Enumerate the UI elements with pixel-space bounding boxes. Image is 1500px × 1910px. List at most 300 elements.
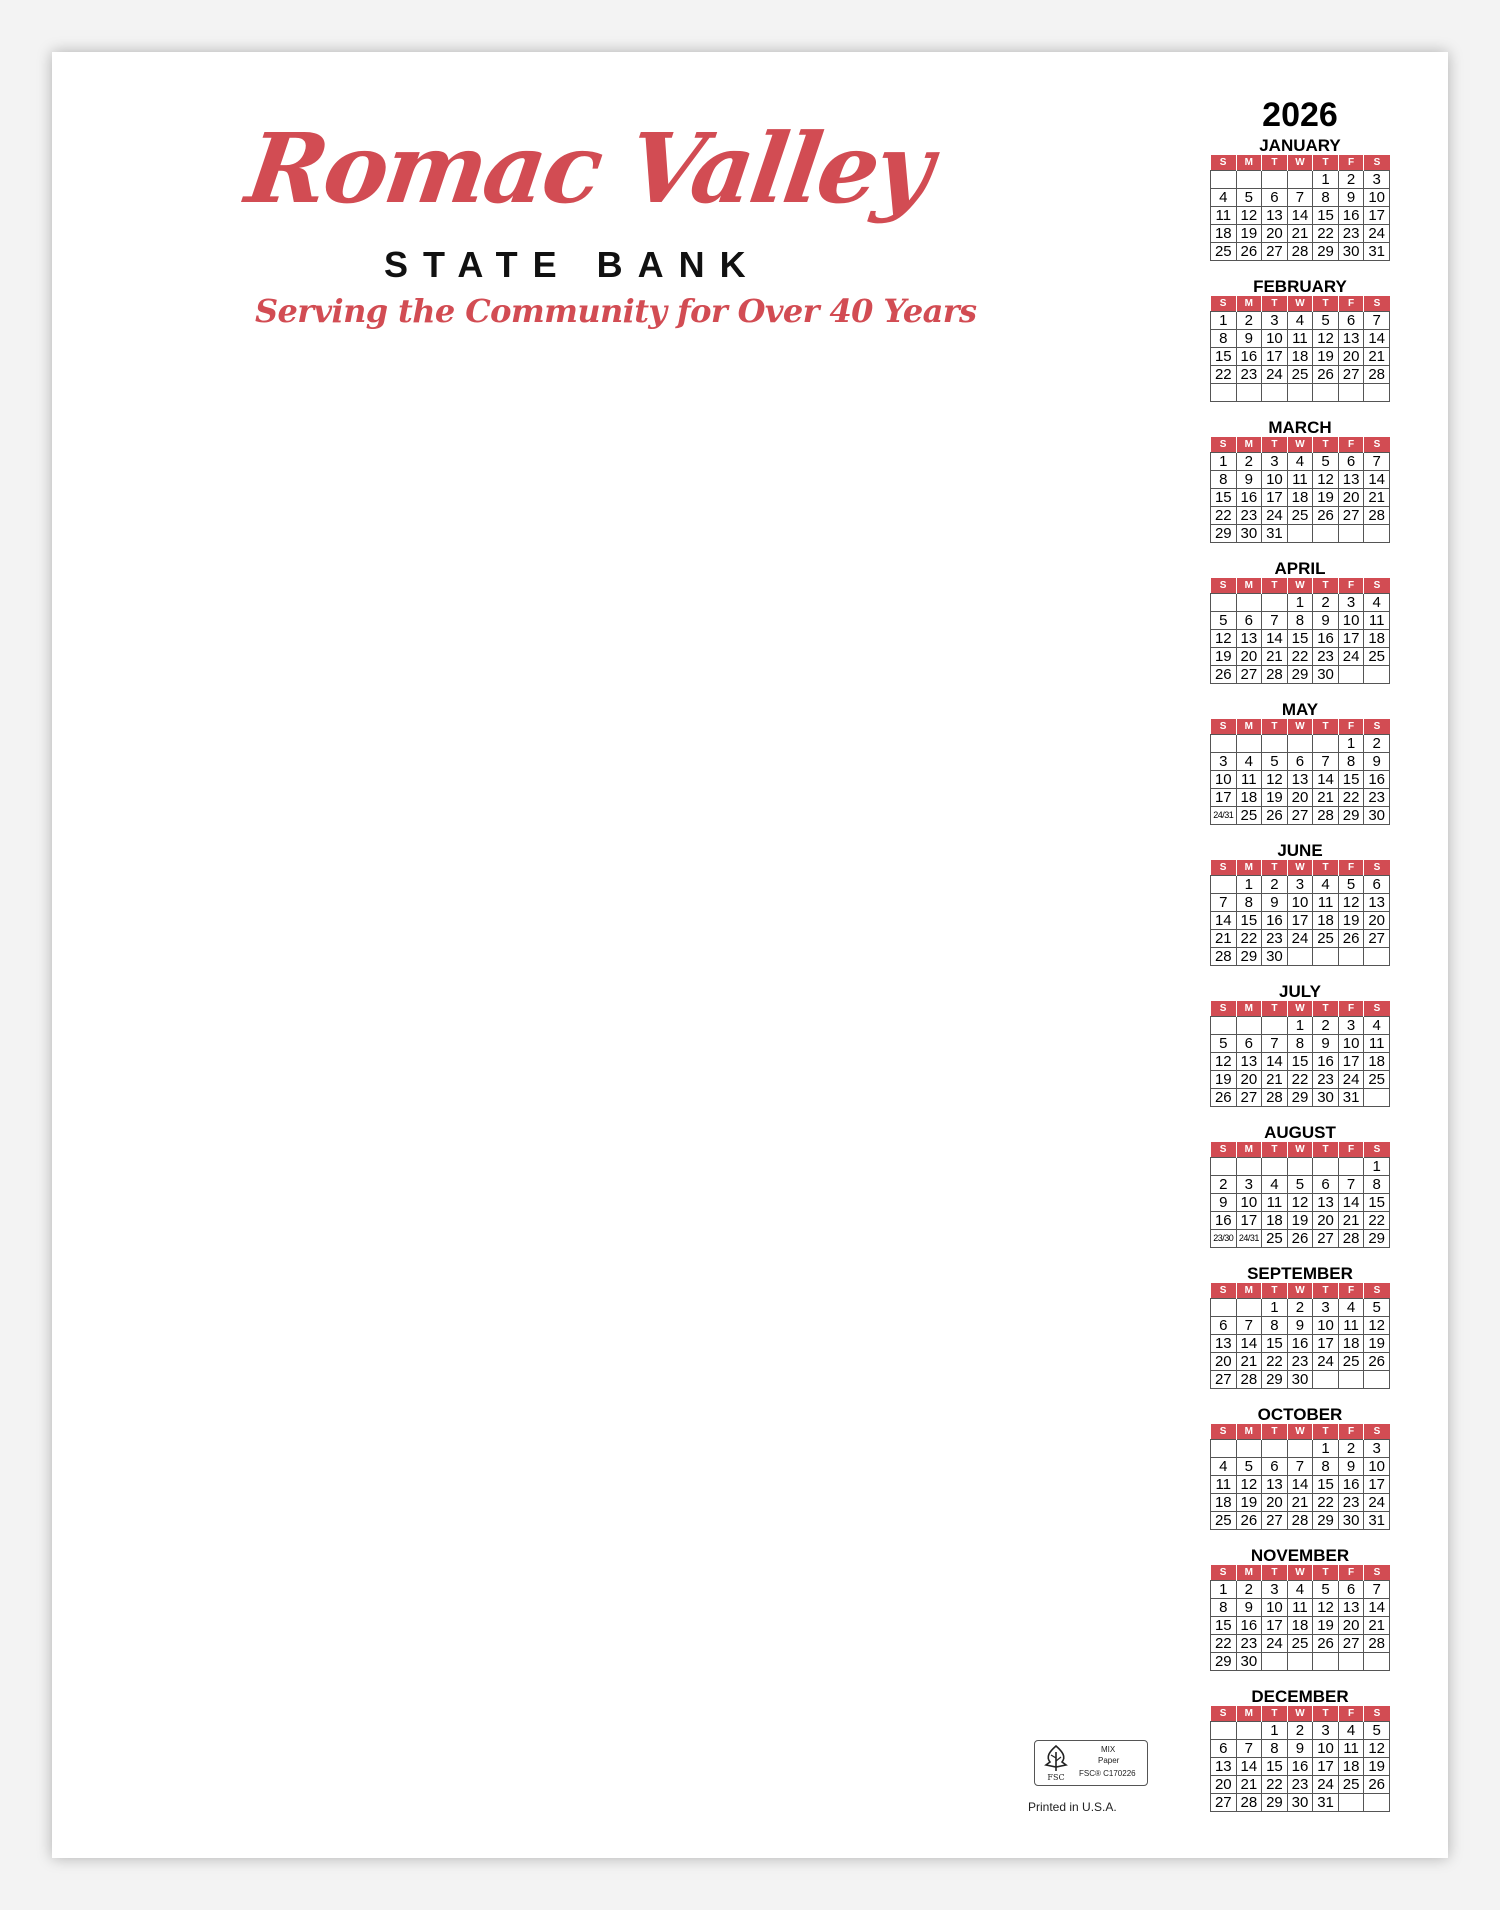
day-cell: 1 — [1262, 1722, 1288, 1740]
day-cell: 16 — [1236, 489, 1262, 507]
weekday-header: S — [1211, 1565, 1237, 1581]
day-cell — [1364, 1089, 1390, 1107]
day-cell: 5 — [1313, 453, 1339, 471]
month-name: APRIL — [1274, 559, 1326, 578]
day-cell: 16 — [1313, 630, 1339, 648]
month-grid — [1210, 1424, 1390, 1530]
day-cell: 16 — [1287, 1758, 1313, 1776]
weekday-header: T — [1313, 1565, 1339, 1581]
printed-in-usa: Printed in U.S.A. — [1028, 1800, 1117, 1814]
day-cell: 26 — [1313, 366, 1339, 384]
day-cell: 23 — [1338, 1494, 1364, 1512]
day-cell: 12 — [1364, 1317, 1390, 1335]
day-cell: 17 — [1364, 1476, 1390, 1494]
weekday-header: S — [1364, 296, 1390, 312]
day-cell: 19 — [1262, 789, 1288, 807]
calendar-sheet — [52, 52, 1448, 1858]
month-name: MAY — [1281, 700, 1319, 719]
day-cell — [1211, 1017, 1237, 1035]
day-cell: 17 — [1338, 1053, 1364, 1071]
week-row — [1211, 1230, 1390, 1248]
week-row — [1211, 930, 1390, 948]
weekday-header: W — [1287, 860, 1313, 876]
day-cell: 24 — [1262, 366, 1288, 384]
day-cell: 24 — [1364, 225, 1390, 243]
weekday-header: T — [1313, 1001, 1339, 1017]
day-cell: 25 — [1262, 1230, 1288, 1248]
day-cell: 7 — [1262, 1035, 1288, 1053]
weekday-header: S — [1364, 1565, 1390, 1581]
day-cell: 26 — [1364, 1776, 1390, 1794]
day-cell: 3 — [1211, 753, 1237, 771]
day-cell: 19 — [1211, 648, 1237, 666]
week-row — [1211, 894, 1390, 912]
weekday-header-row — [1211, 860, 1390, 876]
week-row — [1211, 948, 1390, 966]
day-cell: 7 — [1364, 453, 1390, 471]
day-cell: 3 — [1313, 1722, 1339, 1740]
day-cell: 23 — [1236, 366, 1262, 384]
day-cell: 2 — [1338, 171, 1364, 189]
day-cell: 8 — [1211, 1599, 1237, 1617]
day-cell: 12 — [1211, 1053, 1237, 1071]
day-cell: 23 — [1313, 648, 1339, 666]
month-january — [1210, 137, 1390, 261]
week-row — [1211, 171, 1390, 189]
week-row — [1211, 1476, 1390, 1494]
day-cell: 20 — [1313, 1212, 1339, 1230]
week-row — [1211, 1317, 1390, 1335]
weekday-header: M — [1236, 1142, 1262, 1158]
day-cell: 25 — [1364, 648, 1390, 666]
day-cell: 31 — [1313, 1794, 1339, 1812]
week-row — [1211, 612, 1390, 630]
day-cell: 6 — [1338, 1581, 1364, 1599]
day-cell: 12 — [1262, 771, 1288, 789]
day-cell: 25 — [1211, 243, 1237, 261]
month-grid — [1210, 578, 1390, 684]
day-cell: 7 — [1262, 612, 1288, 630]
day-cell: 22 — [1287, 1071, 1313, 1089]
day-cell: 18 — [1287, 1617, 1313, 1635]
week-row — [1211, 525, 1390, 543]
day-cell: 11 — [1313, 894, 1339, 912]
day-cell: 13 — [1236, 630, 1262, 648]
day-cell: 28 — [1364, 1635, 1390, 1653]
day-cell: 26 — [1211, 1089, 1237, 1107]
day-cell: 24 — [1262, 1635, 1288, 1653]
day-cell: 26 — [1236, 243, 1262, 261]
weekday-header: F — [1338, 1001, 1364, 1017]
day-cell: 10 — [1364, 1458, 1390, 1476]
day-cell: 27 — [1236, 666, 1262, 684]
week-row — [1211, 1053, 1390, 1071]
day-cell: 10 — [1211, 771, 1237, 789]
day-cell: 15 — [1262, 1335, 1288, 1353]
day-cell: 24 — [1313, 1776, 1339, 1794]
week-row — [1211, 807, 1390, 825]
day-cell: 11 — [1262, 1194, 1288, 1212]
day-cell: 30 — [1338, 1512, 1364, 1530]
day-cell: 12 — [1236, 207, 1262, 225]
week-row — [1211, 384, 1390, 402]
day-cell: 11 — [1364, 612, 1390, 630]
day-cell: 3 — [1262, 1581, 1288, 1599]
day-cell: 27 — [1211, 1371, 1237, 1389]
bank-tagline: Serving the Community for Over 40 Years — [255, 292, 977, 330]
day-cell — [1364, 948, 1390, 966]
month-grid — [1210, 1706, 1390, 1812]
weekday-header: T — [1313, 437, 1339, 453]
day-cell: 21 — [1262, 648, 1288, 666]
month-october — [1210, 1406, 1390, 1530]
day-cell — [1313, 735, 1339, 753]
weekday-header: T — [1313, 719, 1339, 735]
day-cell: 23 — [1262, 930, 1288, 948]
week-row — [1211, 876, 1390, 894]
day-cell: 28 — [1211, 948, 1237, 966]
day-cell: 4 — [1287, 1581, 1313, 1599]
day-cell: 16 — [1236, 348, 1262, 366]
day-cell: 3 — [1338, 1017, 1364, 1035]
day-cell: 8 — [1287, 612, 1313, 630]
day-cell: 3 — [1287, 876, 1313, 894]
fsc-tree-icon — [1041, 1744, 1071, 1782]
week-row — [1211, 735, 1390, 753]
weekday-header: S — [1211, 1424, 1237, 1440]
day-cell: 9 — [1313, 612, 1339, 630]
day-cell: 15 — [1236, 912, 1262, 930]
day-cell: 25 — [1236, 807, 1262, 825]
day-cell — [1287, 948, 1313, 966]
day-cell: 4 — [1338, 1722, 1364, 1740]
day-cell: 8 — [1236, 894, 1262, 912]
day-cell: 14 — [1364, 1599, 1390, 1617]
day-cell: 24 — [1287, 930, 1313, 948]
day-cell: 28 — [1313, 807, 1339, 825]
day-cell: 8 — [1262, 1740, 1288, 1758]
day-cell: 31 — [1338, 1089, 1364, 1107]
day-cell: 15 — [1262, 1758, 1288, 1776]
month-grid — [1210, 1001, 1390, 1107]
day-cell — [1211, 735, 1237, 753]
day-cell: 22 — [1262, 1776, 1288, 1794]
day-cell: 5 — [1313, 312, 1339, 330]
day-cell: 6 — [1211, 1317, 1237, 1335]
weekday-header: T — [1262, 1001, 1288, 1017]
weekday-header: M — [1236, 1001, 1262, 1017]
day-cell: 3 — [1313, 1299, 1339, 1317]
day-cell: 28 — [1364, 366, 1390, 384]
day-cell — [1236, 1722, 1262, 1740]
weekday-header-row — [1211, 1283, 1390, 1299]
day-cell: 27 — [1262, 243, 1288, 261]
day-cell: 9 — [1236, 330, 1262, 348]
day-cell — [1211, 1158, 1237, 1176]
week-row — [1211, 1599, 1390, 1617]
day-cell: 9 — [1287, 1317, 1313, 1335]
weekday-header: T — [1313, 296, 1339, 312]
week-row — [1211, 1194, 1390, 1212]
day-cell: 17 — [1313, 1335, 1339, 1353]
day-cell: 13 — [1211, 1335, 1237, 1353]
weekday-header-row — [1211, 1001, 1390, 1017]
day-cell: 7 — [1287, 1458, 1313, 1476]
day-cell — [1211, 171, 1237, 189]
day-cell: 23 — [1287, 1353, 1313, 1371]
month-name: JULY — [1279, 982, 1321, 1001]
bank-logo-script: Romac Valley — [240, 112, 938, 225]
weekday-header: M — [1236, 1706, 1262, 1722]
day-cell: 7 — [1364, 312, 1390, 330]
week-row — [1211, 366, 1390, 384]
day-cell: 18 — [1211, 225, 1237, 243]
weekday-header: M — [1236, 155, 1262, 171]
week-row — [1211, 1017, 1390, 1035]
day-cell: 3 — [1338, 594, 1364, 612]
weekday-header: T — [1313, 860, 1339, 876]
weekday-header: S — [1211, 860, 1237, 876]
day-cell: 11 — [1338, 1740, 1364, 1758]
day-cell: 7 — [1287, 189, 1313, 207]
month-december — [1210, 1688, 1390, 1812]
weekday-header: F — [1338, 860, 1364, 876]
day-cell: 29 — [1211, 1653, 1237, 1671]
day-cell: 22 — [1211, 366, 1237, 384]
day-cell: 23 — [1364, 789, 1390, 807]
day-cell — [1364, 384, 1390, 402]
day-cell: 17 — [1262, 348, 1288, 366]
day-cell — [1338, 948, 1364, 966]
day-cell: 2 — [1211, 1176, 1237, 1194]
day-cell — [1262, 384, 1288, 402]
month-june — [1210, 842, 1390, 966]
day-cell: 27 — [1364, 930, 1390, 948]
day-cell: 22 — [1313, 1494, 1339, 1512]
day-cell: 8 — [1262, 1317, 1288, 1335]
day-cell: 19 — [1338, 912, 1364, 930]
day-cell: 16 — [1236, 1617, 1262, 1635]
day-cell — [1313, 1653, 1339, 1671]
day-cell: 12 — [1338, 894, 1364, 912]
day-cell: 18 — [1338, 1758, 1364, 1776]
week-row — [1211, 1512, 1390, 1530]
weekday-header: F — [1338, 1565, 1364, 1581]
day-cell — [1236, 735, 1262, 753]
day-cell: 19 — [1236, 1494, 1262, 1512]
weekday-header-row — [1211, 1142, 1390, 1158]
day-cell: 14 — [1313, 771, 1339, 789]
day-cell: 19 — [1313, 348, 1339, 366]
fsc-certification-badge — [1034, 1740, 1148, 1786]
day-cell: 23 — [1287, 1776, 1313, 1794]
month-grid — [1210, 1565, 1390, 1671]
weekday-header: T — [1262, 1706, 1288, 1722]
day-cell: 16 — [1262, 912, 1288, 930]
day-cell: 15 — [1364, 1194, 1390, 1212]
weekday-header: F — [1338, 1283, 1364, 1299]
weekday-header: W — [1287, 1565, 1313, 1581]
day-cell: 28 — [1262, 1089, 1288, 1107]
day-cell: 15 — [1211, 348, 1237, 366]
day-cell: 27 — [1313, 1230, 1339, 1248]
day-cell: 18 — [1262, 1212, 1288, 1230]
day-cell: 15 — [1211, 489, 1237, 507]
day-cell: 28 — [1364, 507, 1390, 525]
day-cell: 1 — [1313, 1440, 1339, 1458]
week-row — [1211, 507, 1390, 525]
day-cell: 6 — [1236, 612, 1262, 630]
day-cell: 27 — [1338, 507, 1364, 525]
day-cell: 18 — [1338, 1335, 1364, 1353]
month-grid — [1210, 860, 1390, 966]
day-cell: 25 — [1287, 1635, 1313, 1653]
day-cell — [1338, 384, 1364, 402]
weekday-header-row — [1211, 1424, 1390, 1440]
weekday-header: M — [1236, 296, 1262, 312]
day-cell: 7 — [1338, 1176, 1364, 1194]
week-row — [1211, 648, 1390, 666]
week-row — [1211, 1353, 1390, 1371]
day-cell — [1262, 1158, 1288, 1176]
weekday-header: W — [1287, 719, 1313, 735]
day-cell: 24/31 — [1211, 807, 1237, 825]
day-cell: 19 — [1313, 489, 1339, 507]
day-cell: 10 — [1364, 189, 1390, 207]
day-cell: 13 — [1287, 771, 1313, 789]
day-cell — [1338, 1371, 1364, 1389]
day-cell: 16 — [1338, 207, 1364, 225]
day-cell: 26 — [1236, 1512, 1262, 1530]
week-row — [1211, 1758, 1390, 1776]
day-cell: 11 — [1287, 1599, 1313, 1617]
day-cell: 26 — [1262, 807, 1288, 825]
day-cell — [1262, 1653, 1288, 1671]
day-cell: 9 — [1236, 1599, 1262, 1617]
month-name: DECEMBER — [1251, 1687, 1349, 1706]
month-february — [1210, 278, 1390, 402]
day-cell: 13 — [1338, 471, 1364, 489]
day-cell: 22 — [1364, 1212, 1390, 1230]
day-cell: 12 — [1236, 1476, 1262, 1494]
week-row — [1211, 207, 1390, 225]
day-cell — [1313, 384, 1339, 402]
weekday-header: S — [1211, 1283, 1237, 1299]
day-cell: 2 — [1236, 312, 1262, 330]
day-cell: 20 — [1262, 1494, 1288, 1512]
week-row — [1211, 1458, 1390, 1476]
day-cell: 21 — [1287, 225, 1313, 243]
day-cell: 9 — [1211, 1194, 1237, 1212]
day-cell: 29 — [1236, 948, 1262, 966]
week-row — [1211, 1035, 1390, 1053]
weekday-header: S — [1364, 1424, 1390, 1440]
day-cell: 21 — [1338, 1212, 1364, 1230]
day-cell: 7 — [1236, 1740, 1262, 1758]
weekday-header-row — [1211, 437, 1390, 453]
month-name: JUNE — [1277, 841, 1323, 860]
day-cell: 29 — [1287, 666, 1313, 684]
weekday-header: T — [1262, 296, 1288, 312]
weekday-header: S — [1211, 1001, 1237, 1017]
month-september — [1210, 1265, 1390, 1389]
day-cell: 13 — [1338, 1599, 1364, 1617]
day-cell: 23/30 — [1211, 1230, 1237, 1248]
weekday-header-row — [1211, 1565, 1390, 1581]
weekday-header: F — [1338, 578, 1364, 594]
day-cell: 8 — [1211, 330, 1237, 348]
day-cell: 4 — [1287, 312, 1313, 330]
weekday-header: F — [1338, 1142, 1364, 1158]
day-cell: 27 — [1287, 807, 1313, 825]
day-cell — [1287, 525, 1313, 543]
day-cell: 30 — [1236, 525, 1262, 543]
day-cell: 7 — [1364, 1581, 1390, 1599]
day-cell: 28 — [1236, 1794, 1262, 1812]
week-row — [1211, 753, 1390, 771]
weekday-header: W — [1287, 155, 1313, 171]
day-cell: 30 — [1364, 807, 1390, 825]
day-cell: 3 — [1236, 1176, 1262, 1194]
day-cell: 22 — [1313, 225, 1339, 243]
day-cell: 4 — [1313, 876, 1339, 894]
day-cell: 21 — [1313, 789, 1339, 807]
month-name: NOVEMBER — [1250, 1546, 1350, 1565]
weekday-header: T — [1313, 1283, 1339, 1299]
day-cell: 25 — [1287, 366, 1313, 384]
day-cell: 29 — [1262, 1794, 1288, 1812]
weekday-header: T — [1262, 860, 1288, 876]
day-cell: 8 — [1313, 1458, 1339, 1476]
weekday-header: S — [1211, 1706, 1237, 1722]
day-cell — [1364, 1794, 1390, 1812]
calendar-year: 2026 — [1262, 96, 1338, 134]
day-cell: 5 — [1211, 1035, 1237, 1053]
day-cell — [1338, 525, 1364, 543]
day-cell: 5 — [1364, 1722, 1390, 1740]
day-cell — [1211, 384, 1237, 402]
day-cell: 17 — [1262, 1617, 1288, 1635]
month-name: AUGUST — [1264, 1123, 1336, 1142]
day-cell: 2 — [1236, 1581, 1262, 1599]
weekday-header: S — [1364, 1283, 1390, 1299]
day-cell: 1 — [1211, 312, 1237, 330]
day-cell: 29 — [1211, 525, 1237, 543]
day-cell: 5 — [1338, 876, 1364, 894]
day-cell — [1236, 1158, 1262, 1176]
day-cell: 6 — [1287, 753, 1313, 771]
week-row — [1211, 789, 1390, 807]
weekday-header: F — [1338, 719, 1364, 735]
day-cell: 14 — [1236, 1758, 1262, 1776]
weekday-header: F — [1338, 437, 1364, 453]
day-cell: 6 — [1262, 189, 1288, 207]
day-cell — [1287, 1440, 1313, 1458]
weekday-header: T — [1262, 437, 1288, 453]
day-cell: 23 — [1236, 507, 1262, 525]
day-cell: 8 — [1364, 1176, 1390, 1194]
weekday-header: W — [1287, 1142, 1313, 1158]
weekday-header: T — [1262, 1565, 1288, 1581]
week-row — [1211, 1212, 1390, 1230]
weekday-header: W — [1287, 578, 1313, 594]
weekday-header: T — [1262, 1424, 1288, 1440]
week-row — [1211, 771, 1390, 789]
day-cell: 8 — [1313, 189, 1339, 207]
day-cell: 5 — [1211, 612, 1237, 630]
fsc-label: FSC — [1047, 1773, 1065, 1782]
day-cell: 21 — [1262, 1071, 1288, 1089]
